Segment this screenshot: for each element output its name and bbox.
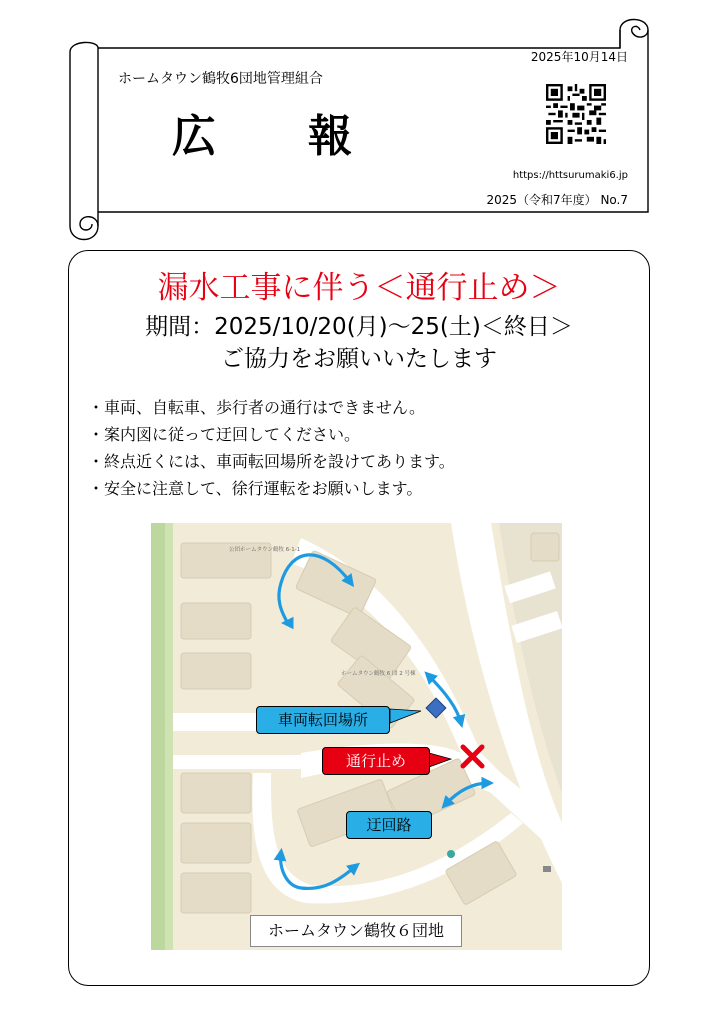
notice-request: ご協力をお願いいたします xyxy=(221,346,497,372)
organization-name: ホームタウン鶴牧6団地管理組合 xyxy=(118,71,323,87)
detour-map xyxy=(151,523,562,950)
map-canvas xyxy=(151,523,562,950)
detour-label: 迂回路 xyxy=(346,811,432,839)
map-building-label: ホームタウン鶴牧 6 団 2 号棟 xyxy=(341,671,416,677)
area-label: ホームタウン鶴牧６団地 xyxy=(250,915,462,947)
bullet-item: ・安全に注意して、徐行運転をお願いします。 xyxy=(88,479,423,498)
notice-period: 期間：2025/10/20(月)～25(土)＜終日＞ xyxy=(145,314,573,340)
closure-label: 通行止め xyxy=(322,747,430,775)
turnaround-label: 車両転回場所 xyxy=(256,706,390,734)
page-title: 広報 xyxy=(172,111,444,162)
bullet-item: ・終点近くには、車両転回場所を設けてあります。 xyxy=(88,452,455,471)
map-building-label: 公団ホームタウン鶴牧 6-1-1 xyxy=(229,547,301,553)
bullet-item: ・案内図に従って迂回してください。 xyxy=(88,425,361,444)
issue-number: 2025（令和7年度） No.7 xyxy=(486,193,628,207)
qr-code-icon[interactable] xyxy=(546,84,606,144)
issue-date: 2025年10月14日 xyxy=(530,50,628,64)
website-url[interactable]: https://httsurumaki6.jp xyxy=(512,170,628,181)
notice-bullets xyxy=(88,394,455,502)
bullet-item: ・車両、自転車、歩行者の通行はできません。 xyxy=(88,398,425,417)
notice-headline: 漏水工事に伴う＜通行止め＞ xyxy=(157,270,561,306)
